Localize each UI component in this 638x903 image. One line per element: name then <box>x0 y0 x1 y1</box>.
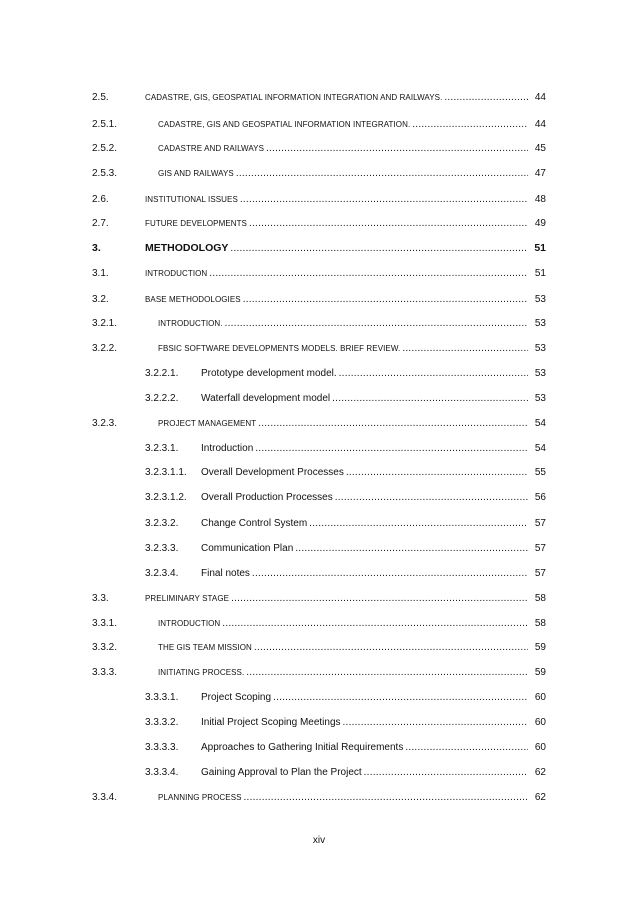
toc-entry-page: 53 <box>534 294 546 305</box>
toc-dot-leader <box>209 266 528 282</box>
toc-entry-page: 55 <box>534 467 546 478</box>
toc-entry-title: Project Scoping <box>201 692 272 703</box>
toc-dot-leader <box>231 591 528 607</box>
toc-dot-leader <box>266 141 528 157</box>
toc-entry[interactable] <box>0 516 638 532</box>
toc-entry-number: 3.3.3.3. <box>145 742 179 753</box>
toc-dot-leader <box>243 292 528 308</box>
toc-entry-number: 2.5.1. <box>92 119 118 130</box>
toc-dot-leader <box>402 341 528 357</box>
toc-dot-leader <box>405 740 528 756</box>
toc-entry-number: 3.2. <box>92 294 109 305</box>
toc-dot-leader <box>332 391 528 407</box>
toc-entry-number: 3.2.3.1.1. <box>145 467 187 478</box>
toc-entry-title: CADASTRE AND RAILWAYS <box>158 144 264 153</box>
toc-entry-page: 58 <box>534 618 546 629</box>
toc-dot-leader <box>249 216 528 232</box>
toc-entry[interactable] <box>0 690 638 706</box>
toc-entry-page: 45 <box>534 143 546 154</box>
toc-entry-title: Final notes <box>201 568 250 579</box>
toc-entry[interactable] <box>0 541 638 557</box>
toc-entry-page: 54 <box>534 443 546 454</box>
toc-entry-page: 53 <box>534 368 546 379</box>
toc-entry-page: 44 <box>534 119 546 130</box>
toc-entry-title: Overall Production Processes <box>201 492 333 503</box>
toc-entry[interactable] <box>0 117 638 133</box>
toc-dot-leader <box>246 665 528 681</box>
toc-entry-title: CADASTRE, GIS, GEOSPATIAL INFORMATION INTEGRATION AND RAILWAYS. <box>145 93 443 102</box>
toc-entry[interactable] <box>0 740 638 756</box>
toc-dot-leader <box>258 416 528 432</box>
toc-entry-number: 3.2.2.2. <box>145 393 179 404</box>
toc-entry-title: BASE METHODOLOGIES <box>145 295 241 304</box>
toc-entry[interactable] <box>0 591 638 607</box>
toc-entry[interactable] <box>0 316 638 332</box>
toc-entry-title: FUTURE DEVELOPMENTS <box>145 219 247 228</box>
toc-entry[interactable] <box>0 465 638 481</box>
toc-entry-page: 60 <box>534 692 546 703</box>
toc-dot-leader <box>444 90 528 106</box>
toc-dot-leader <box>343 715 528 731</box>
toc-entry-number: 3.2.1. <box>92 318 118 329</box>
toc-dot-leader <box>255 441 528 457</box>
toc-dot-leader <box>236 166 528 182</box>
toc-entry-number: 3.3.1. <box>92 618 118 629</box>
toc-dot-leader <box>339 366 528 382</box>
toc-entry-number: 2.6. <box>92 194 109 205</box>
toc-entry-title: Initial Project Scoping Meetings <box>201 717 341 728</box>
toc-dot-leader <box>309 516 528 532</box>
toc-entry[interactable] <box>0 216 638 232</box>
toc-entry-title: Change Control System <box>201 518 308 529</box>
toc-entry-title: Prototype development model. <box>201 368 337 379</box>
toc-entry-page: 54 <box>534 418 546 429</box>
toc-dot-leader <box>412 117 528 133</box>
toc-entry-number: 3.2.2. <box>92 343 118 354</box>
toc-entry-page: 60 <box>534 717 546 728</box>
toc-entry-number: 3.3.3.1. <box>145 692 179 703</box>
toc-dot-leader <box>225 316 528 332</box>
toc-entry-page: 62 <box>534 792 546 803</box>
toc-entry-title: THE GIS TEAM MISSION <box>158 643 252 652</box>
toc-entry-number: 3.2.3.1. <box>145 443 179 454</box>
toc-entry-title: INTRODUCTION. <box>158 319 223 328</box>
toc-entry-number: 2.5. <box>92 92 109 103</box>
toc-entry-number: 3.2.3.4. <box>145 568 179 579</box>
toc-entry[interactable] <box>0 665 638 681</box>
toc-entry[interactable] <box>0 240 638 256</box>
toc-dot-leader <box>230 241 528 257</box>
toc-dot-leader <box>244 790 528 806</box>
toc-dot-leader <box>364 765 528 781</box>
toc-entry[interactable] <box>0 566 638 582</box>
toc-entry-page: 49 <box>534 218 546 229</box>
toc-entry-number: 3.2.3.2. <box>145 518 179 529</box>
toc-entry-title: INITIATING PROCESS. <box>158 668 245 677</box>
toc-entry-title: PROJECT MANAGEMENT <box>158 419 257 428</box>
toc-entry-title: Approaches to Gathering Initial Requirements <box>201 742 404 753</box>
toc-entry[interactable] <box>0 341 638 357</box>
toc-entry[interactable] <box>0 90 638 106</box>
toc-entry-title: Waterfall development model <box>201 393 331 404</box>
toc-entry[interactable] <box>0 715 638 731</box>
toc-entry-number: 3.3.3. <box>92 667 118 678</box>
toc-entry[interactable] <box>0 790 638 806</box>
toc-entry-number: 3.1. <box>92 268 109 279</box>
toc-dot-leader <box>335 490 528 506</box>
toc-entry-page: 48 <box>534 194 546 205</box>
toc-entry-title: Introduction <box>201 443 254 454</box>
toc-entry-page: 60 <box>534 742 546 753</box>
toc-entry[interactable] <box>0 292 638 308</box>
toc-entry-number: 2.5.2. <box>92 143 118 154</box>
toc-entry[interactable] <box>0 490 638 506</box>
toc-entry-page: 47 <box>534 168 546 179</box>
toc-dot-leader <box>222 616 528 632</box>
toc-entry-number: 2.5.3. <box>92 168 118 179</box>
toc-entry[interactable] <box>0 391 638 407</box>
toc-entry-page: 53 <box>534 318 546 329</box>
toc-entry-title: Communication Plan <box>201 543 294 554</box>
toc-entry-page: 58 <box>534 593 546 604</box>
toc-entry[interactable] <box>0 416 638 432</box>
toc-entry[interactable] <box>0 141 638 157</box>
toc-entry-number: 2.7. <box>92 218 109 229</box>
toc-entry-number: 3.3.3.2. <box>145 717 179 728</box>
toc-entry-page: 57 <box>534 543 546 554</box>
toc-dot-leader <box>252 566 528 582</box>
toc-entry-title: PLANNING PROCESS <box>158 793 242 802</box>
toc-entry-number: 3.3.2. <box>92 642 118 653</box>
toc-entry-title: PRELIMINARY STAGE <box>145 594 230 603</box>
toc-entry-page: 56 <box>534 492 546 503</box>
toc-entry[interactable] <box>0 616 638 632</box>
toc-entry[interactable] <box>0 166 638 182</box>
toc-dot-leader <box>295 541 528 557</box>
toc-entry-page: 57 <box>534 568 546 579</box>
toc-entry-number: 3.2.3.1.2. <box>145 492 187 503</box>
toc-entry-page: 53 <box>534 393 546 404</box>
toc-entry-title: GIS AND RAILWAYS <box>158 169 234 178</box>
toc-entry-page: 51 <box>534 268 546 279</box>
toc-entry-title: FBSIC SOFTWARE DEVELOPMENTS MODELS. BRIEF REVIEW. <box>158 344 401 353</box>
toc-entry-title: INSTITUTIONAL ISSUES <box>145 195 238 204</box>
toc-entry-page: 59 <box>534 667 546 678</box>
toc-entry[interactable] <box>0 266 638 282</box>
toc-entry-page: 53 <box>534 343 546 354</box>
toc-entry-page: 57 <box>534 518 546 529</box>
toc-dot-leader <box>346 465 528 481</box>
toc-entry-number: 3.3.4. <box>92 792 118 803</box>
toc-dot-leader <box>254 640 528 656</box>
toc-dot-leader <box>240 192 528 208</box>
toc-entry-page: 59 <box>534 642 546 653</box>
toc-entry-page: 51 <box>534 242 546 254</box>
toc-entry-title: Overall Development Processes <box>201 467 344 478</box>
toc-entry-title: INTRODUCTION <box>158 619 221 628</box>
toc-entry[interactable] <box>0 765 638 781</box>
toc-entry-number: 3.3.3.4. <box>145 767 179 778</box>
toc-entry[interactable] <box>0 441 638 457</box>
toc-entry-number: 3.2.3. <box>92 418 118 429</box>
toc-entry[interactable] <box>0 366 638 382</box>
toc-entry-title: INTRODUCTION <box>145 269 208 278</box>
toc-dot-leader <box>273 690 528 706</box>
toc-entry-number: 3.2.2.1. <box>145 368 179 379</box>
toc-entry-title: METHODOLOGY <box>145 242 229 254</box>
page-number-footer: xiv <box>312 835 326 846</box>
toc-entry-number: 3.3. <box>92 593 109 604</box>
toc-entry-title: Gaining Approval to Plan the Project <box>201 767 362 778</box>
toc-entry-number: 3. <box>92 242 101 254</box>
toc-entry[interactable] <box>0 640 638 656</box>
toc-entry-title: CADASTRE, GIS AND GEOSPATIAL INFORMATION INTEGRATION. <box>158 120 411 129</box>
toc-entry[interactable] <box>0 192 638 208</box>
toc-entry-page: 44 <box>534 92 546 103</box>
toc-entry-page: 62 <box>534 767 546 778</box>
toc-entry-number: 3.2.3.3. <box>145 543 179 554</box>
